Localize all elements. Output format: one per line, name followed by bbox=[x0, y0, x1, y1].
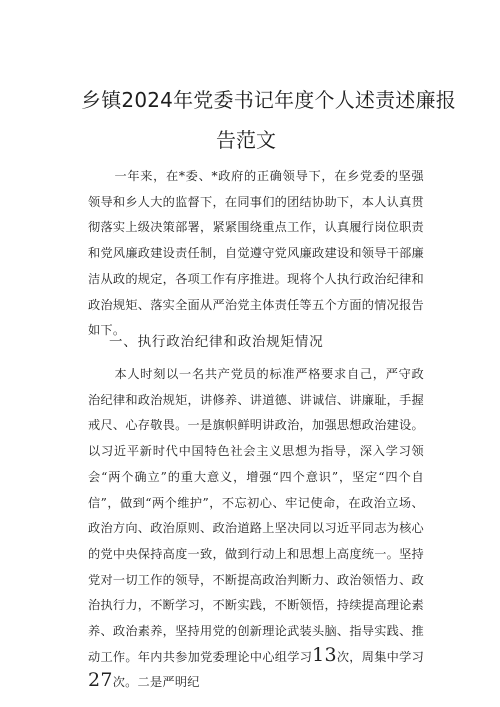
section-paragraph-text: 本人时刻以一名共产党员的标准严格要求自己，严守政治纪律和政治规矩，讲修养、讲道德、讲诚信、讲廉耻，手握戒尺、心存敬畏。一是旗帜鲜明讲政治，加强思想政治建设。以习近平新时代中国特色社会主义思想为指导，深入学习领会“两个确立”的重大意义，增强“四个意识”，坚定“四个自信”，做到“两个维护”，不忘初心、牢记使命，在政治立场、政治方向、政治原则、政治道路上坚决同以习近平同志为核心的党中央保持高度一致，做到行动上和思想上高度统一。坚持党对一切工作的领导，不断提高政治判断力、政治领悟力、政治执行力，不断学习，不断实践，不断领悟，持续提高理论素养、政治素养，坚持用党的创新理论武装头脑、指导实践、推动工作。年内共参加党委理论中心组学习 bbox=[88, 367, 424, 664]
section-paragraph-text-end: 次。二是严明纪 bbox=[112, 675, 200, 690]
document-title: 乡镇2024年党委书记年度个人述责述廉报 bbox=[81, 88, 456, 112]
collective-sessions-count: 27 bbox=[88, 669, 113, 692]
intro-paragraph-text: 一年来，在*委、*政府的正确领导下，在乡党委的坚强领导和乡人大的监督下，在同事们的团结协助下，本人认真贯彻落实上级决策部署，紧紧围绕重点工作，认真履行岗位职责和党风廉政建设责任制，自觉遵守党风廉政建设和领导干部廉洁从政的规定，各项工作有序推进。现将个人执行政治纪律和政治规矩、落实全面从严治党主体责任等五个方面的情况报告如下。 bbox=[88, 169, 424, 338]
intro-paragraph bbox=[88, 164, 424, 344]
section-heading: 一、执行政治纪律和政治规矩情况 bbox=[109, 334, 324, 350]
document-title-continued: 告范文 bbox=[216, 128, 276, 152]
section-paragraph-text-mid: 次，周集中学习 bbox=[336, 649, 425, 664]
section-paragraph bbox=[88, 362, 424, 696]
study-sessions-count: 13 bbox=[312, 643, 337, 666]
